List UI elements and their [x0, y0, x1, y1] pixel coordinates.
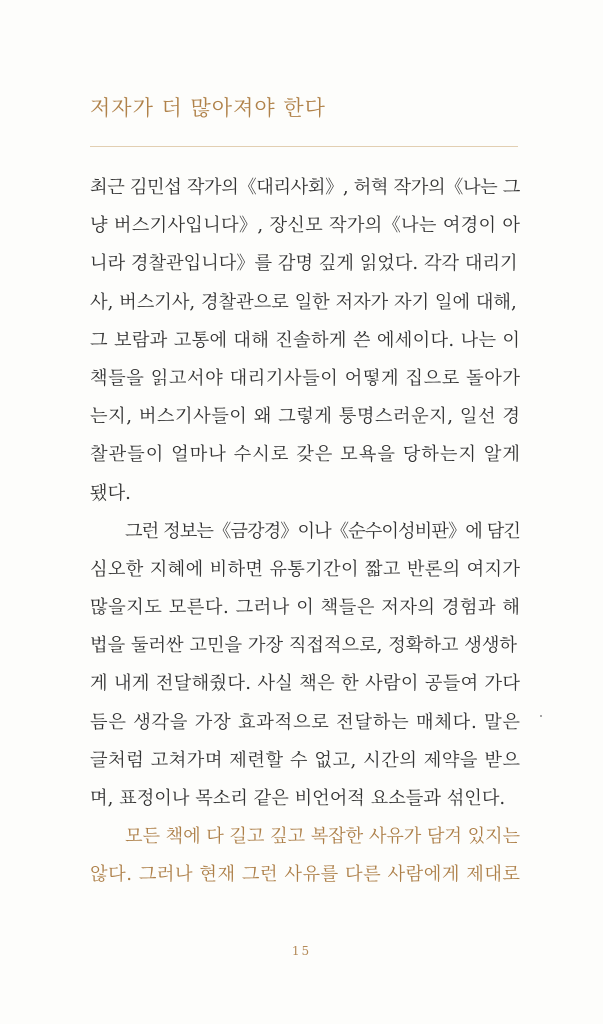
text-line: 는지, 버스기사들이 왜 그렇게 퉁명스러운지, 일선 경 — [90, 406, 521, 428]
page-number: 15 — [291, 944, 312, 958]
text-line: 심오한 지혜에 비하면 유통기간이 짧고 반론의 여지가 — [90, 558, 521, 580]
text-line: 냥 버스기사입니다》, 장신모 작가의《나는 여경이 아 — [90, 215, 521, 237]
text-line: 듬은 생각을 가장 효과적으로 전달하는 매체다. 말은 — [90, 711, 521, 733]
text-line: 니라 경찰관입니다》를 감명 깊게 읽었다. 각각 대리기 — [90, 253, 518, 275]
title-divider — [90, 146, 518, 147]
text-line: 사, 버스기사, 경찰관으로 일한 저자가 자기 일에 대해, — [90, 291, 517, 313]
chapter-title: 저자가 더 많아져야 한다 — [90, 96, 326, 120]
text-line: 많을지도 모른다. 그러나 이 책들은 저자의 경험과 해 — [90, 597, 521, 619]
text-line: 그 보람과 고통에 대해 진솔하게 쓴 에세이다. 나는 이 — [90, 329, 521, 351]
text-line: 법을 둘러싼 고민을 가장 직접적으로, 정확하고 생생하 — [90, 635, 517, 657]
text-line: 됐다. — [90, 482, 131, 504]
text-line: 글처럼 고쳐가며 제련할 수 없고, 시간의 제약을 받으 — [90, 749, 521, 771]
body-text — [90, 169, 530, 895]
text-line: 책들을 읽고서야 대리기사들이 어떻게 집으로 돌아가 — [90, 367, 521, 389]
margin-mark — [540, 715, 542, 717]
text-line: 그런 정보는《금강경》이나《순수이성비판》에 담긴 — [125, 520, 520, 542]
text-line: 게 내게 전달해줬다. 사실 책은 한 사람이 공들여 가다 — [90, 673, 521, 695]
text-line: 모든 책에 다 길고 깊고 복잡한 사유가 담겨 있지는 — [125, 826, 520, 848]
text-line: 며, 표정이나 목소리 같은 비언어적 요소들과 섞인다. — [90, 788, 506, 809]
text-line: 않다. 그러나 현재 그런 사유를 다른 사람에게 제대로 — [90, 864, 521, 886]
text-line: 찰관들이 얼마나 수시로 갖은 모욕을 당하는지 알게 — [90, 444, 522, 466]
text-line: 최근 김민섭 작가의《대리사회》, 허혁 작가의《나는 그 — [90, 177, 520, 198]
